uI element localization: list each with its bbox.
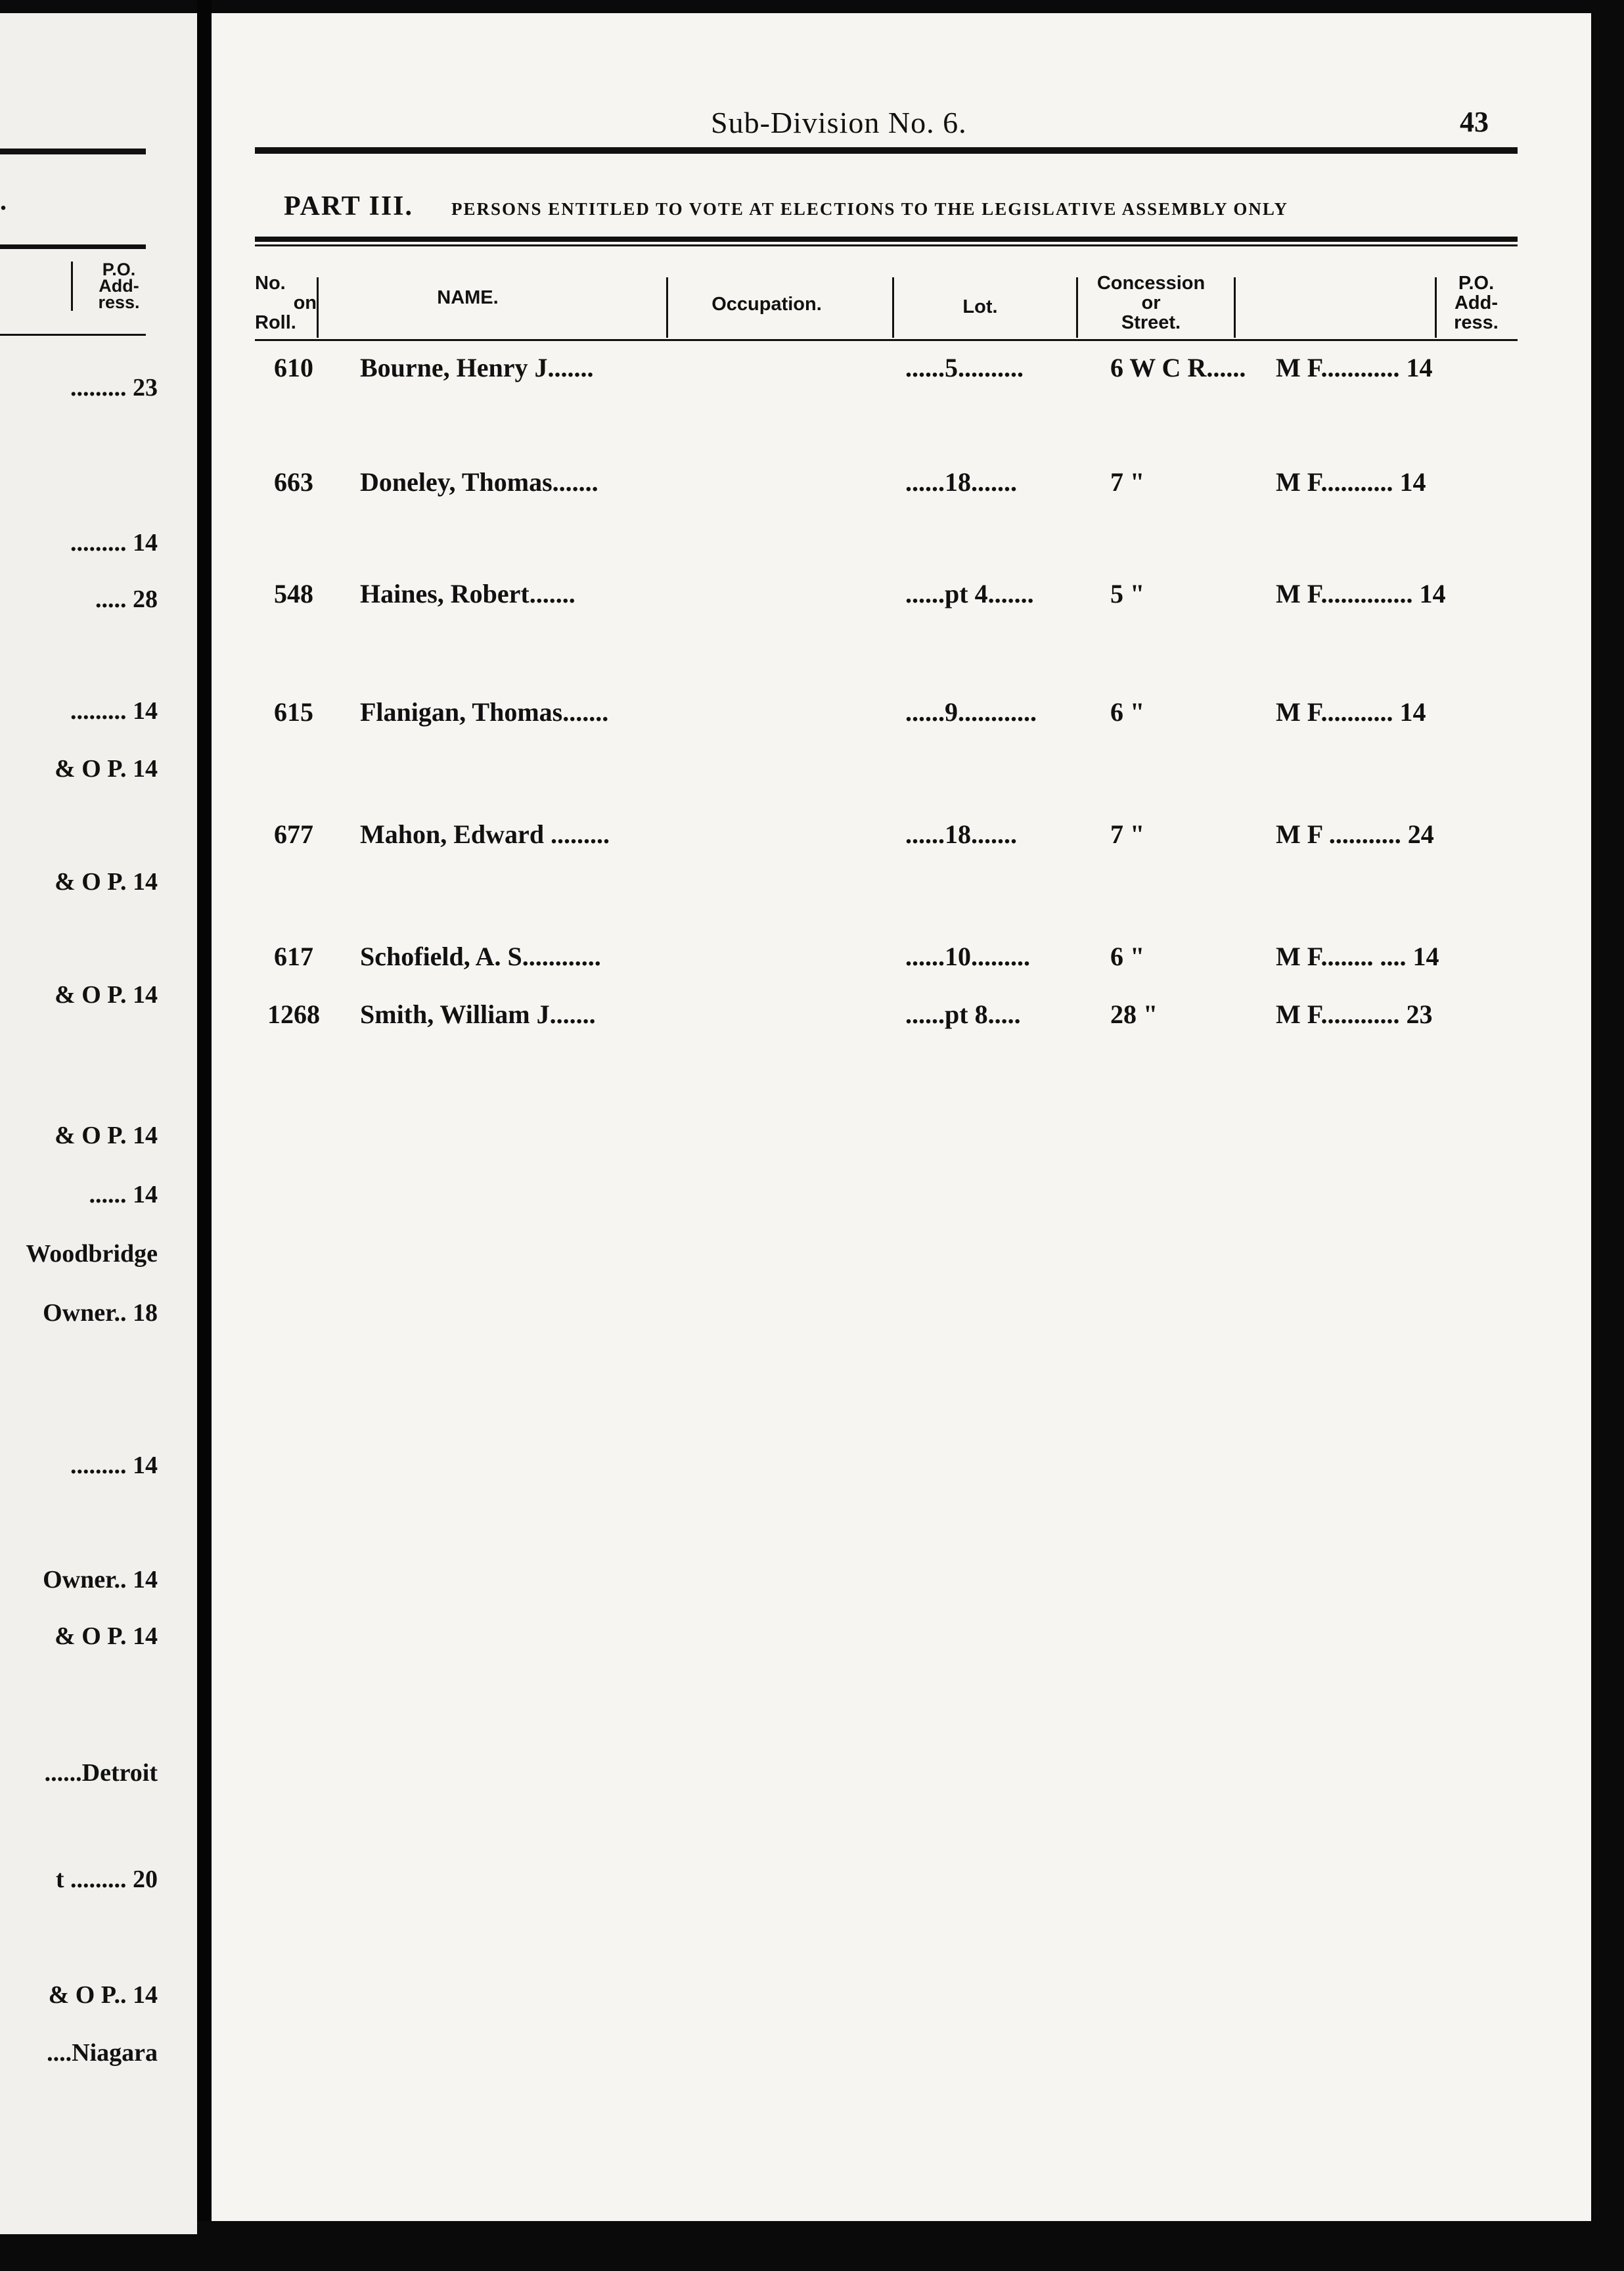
left-entry: ......... 14 — [70, 697, 158, 725]
header-line: Roll. — [255, 312, 296, 333]
voter-name: Haines, Robert....... — [360, 579, 575, 608]
left-page-rule — [0, 149, 146, 154]
header-line: P.O. — [1458, 273, 1495, 294]
po-address: M F........ .... 14 — [1276, 942, 1439, 971]
voter-name: Bourne, Henry J....... — [360, 353, 594, 382]
header-line: Add- — [1454, 292, 1499, 313]
left-entry: ......... 14 — [70, 1452, 158, 1479]
page-number: 43 — [1460, 106, 1489, 138]
scan-border-right — [1591, 0, 1624, 2271]
left-page-mark: . — [0, 186, 7, 216]
po-address: M F.............. 14 — [1276, 579, 1446, 608]
voter-name: Mahon, Edward ......... — [360, 819, 610, 849]
lot: ......pt 4....... — [905, 579, 1034, 608]
lot-column-header: Lot. — [962, 296, 998, 317]
roll-number: 677 — [274, 819, 313, 849]
po-address: M F........... 14 — [1276, 467, 1426, 497]
lot: ......5.......... — [905, 353, 1024, 382]
voter-row — [212, 819, 1591, 858]
left-entry: & O P. 14 — [55, 981, 158, 1009]
roll-number: 1268 — [267, 999, 320, 1029]
po-address-column-header — [1440, 273, 1512, 333]
left-page-rule — [0, 244, 146, 249]
left-entry: ...... 14 — [89, 1181, 158, 1208]
left-entry: Owner.. 14 — [43, 1566, 158, 1594]
left-entry: Owner.. 18 — [43, 1299, 158, 1327]
left-entry: ......Detroit — [44, 1759, 158, 1787]
column-divider — [666, 277, 668, 338]
left-entry: & O P. 14 — [55, 868, 158, 896]
left-page-column-header — [71, 262, 158, 311]
voter-row — [212, 999, 1591, 1038]
header-line: on — [293, 292, 317, 313]
voter-row — [212, 467, 1591, 506]
voter-row — [212, 697, 1591, 736]
lot: ......18....... — [905, 467, 1017, 497]
left-entry: Woodbridge — [26, 1240, 158, 1268]
roll-number: 617 — [274, 942, 313, 971]
left-page-rule — [0, 334, 146, 336]
header-line: Concession — [1096, 273, 1206, 294]
concession-column-header — [1079, 273, 1223, 333]
voter-name: Smith, William J....... — [360, 999, 596, 1029]
table-top-rule — [255, 237, 1518, 242]
roll-number: 548 — [274, 579, 313, 608]
po-address: M F ........... 24 — [1276, 819, 1434, 849]
voter-name: Doneley, Thomas....... — [360, 467, 598, 497]
occupation-column-header: Occupation. — [711, 294, 822, 315]
header-rule — [255, 147, 1518, 154]
previous-page-fragment — [0, 13, 197, 2234]
voter-row — [212, 578, 1591, 618]
running-head — [212, 105, 1591, 145]
book-gutter — [197, 0, 212, 2271]
left-entry: & O P.. 14 — [48, 1981, 158, 2009]
left-entry: & O P. 14 — [55, 1622, 158, 1650]
lot: ......9............ — [905, 697, 1037, 727]
part-title: PERSONS ENTITLED TO VOTE AT ELECTIONS TO THE LEGISLATIVE ASSEMBLY ONLY — [451, 199, 1288, 219]
left-entry: ......... 14 — [70, 529, 158, 557]
table-top-rule — [255, 244, 1518, 246]
roll-column-header — [255, 273, 321, 333]
left-header-line: P.O. — [102, 260, 136, 279]
header-bottom-rule — [255, 339, 1518, 341]
voter-row — [212, 941, 1591, 980]
header-line: or — [1141, 292, 1161, 313]
header-line: Street. — [1121, 312, 1181, 333]
voter-name: Schofield, A. S............ — [360, 942, 601, 971]
voter-row — [212, 352, 1591, 392]
lot: ......18....... — [905, 819, 1017, 849]
part-label: PART III. — [284, 191, 414, 221]
column-divider — [1435, 277, 1437, 338]
left-header-line: Add- — [99, 276, 139, 296]
column-divider — [317, 277, 319, 338]
concession: 6 " — [1110, 697, 1145, 727]
left-header-line: ress. — [98, 292, 140, 312]
po-address: M F............ 14 — [1276, 353, 1433, 382]
header-line: ress. — [1454, 312, 1499, 333]
concession: 7 " — [1110, 819, 1145, 849]
po-address: M F........... 14 — [1276, 697, 1426, 727]
concession: 28 " — [1110, 999, 1158, 1029]
page-title: Sub-Division No. 6. — [711, 106, 967, 139]
voters-list-page — [212, 13, 1591, 2221]
voter-name: Flanigan, Thomas....... — [360, 697, 609, 727]
header-line: No. — [255, 273, 286, 294]
concession: 5 " — [1110, 579, 1145, 608]
concession: 6 W C R...... — [1110, 353, 1246, 382]
left-entry: & O P. 14 — [55, 755, 158, 783]
left-entry: ......... 23 — [70, 374, 158, 401]
column-divider — [1234, 277, 1236, 338]
left-entry: & O P. 14 — [55, 1122, 158, 1149]
lot: ......pt 8..... — [905, 999, 1021, 1029]
left-entry: ..... 28 — [95, 585, 158, 613]
scan-border-bottom — [197, 2221, 1624, 2271]
column-divider — [1076, 277, 1078, 338]
concession: 6 " — [1110, 942, 1145, 971]
part-heading — [284, 191, 1532, 222]
left-entry: ....Niagara — [47, 2039, 158, 2067]
po-address: M F............ 23 — [1276, 999, 1433, 1029]
lot: ......10......... — [905, 942, 1030, 971]
roll-number: 615 — [274, 697, 313, 727]
left-entry: t ......... 20 — [55, 1866, 158, 1893]
roll-number: 610 — [274, 353, 313, 382]
concession: 7 " — [1110, 467, 1145, 497]
roll-number: 663 — [274, 467, 313, 497]
column-divider — [892, 277, 894, 338]
name-column-header: NAME. — [437, 287, 499, 308]
